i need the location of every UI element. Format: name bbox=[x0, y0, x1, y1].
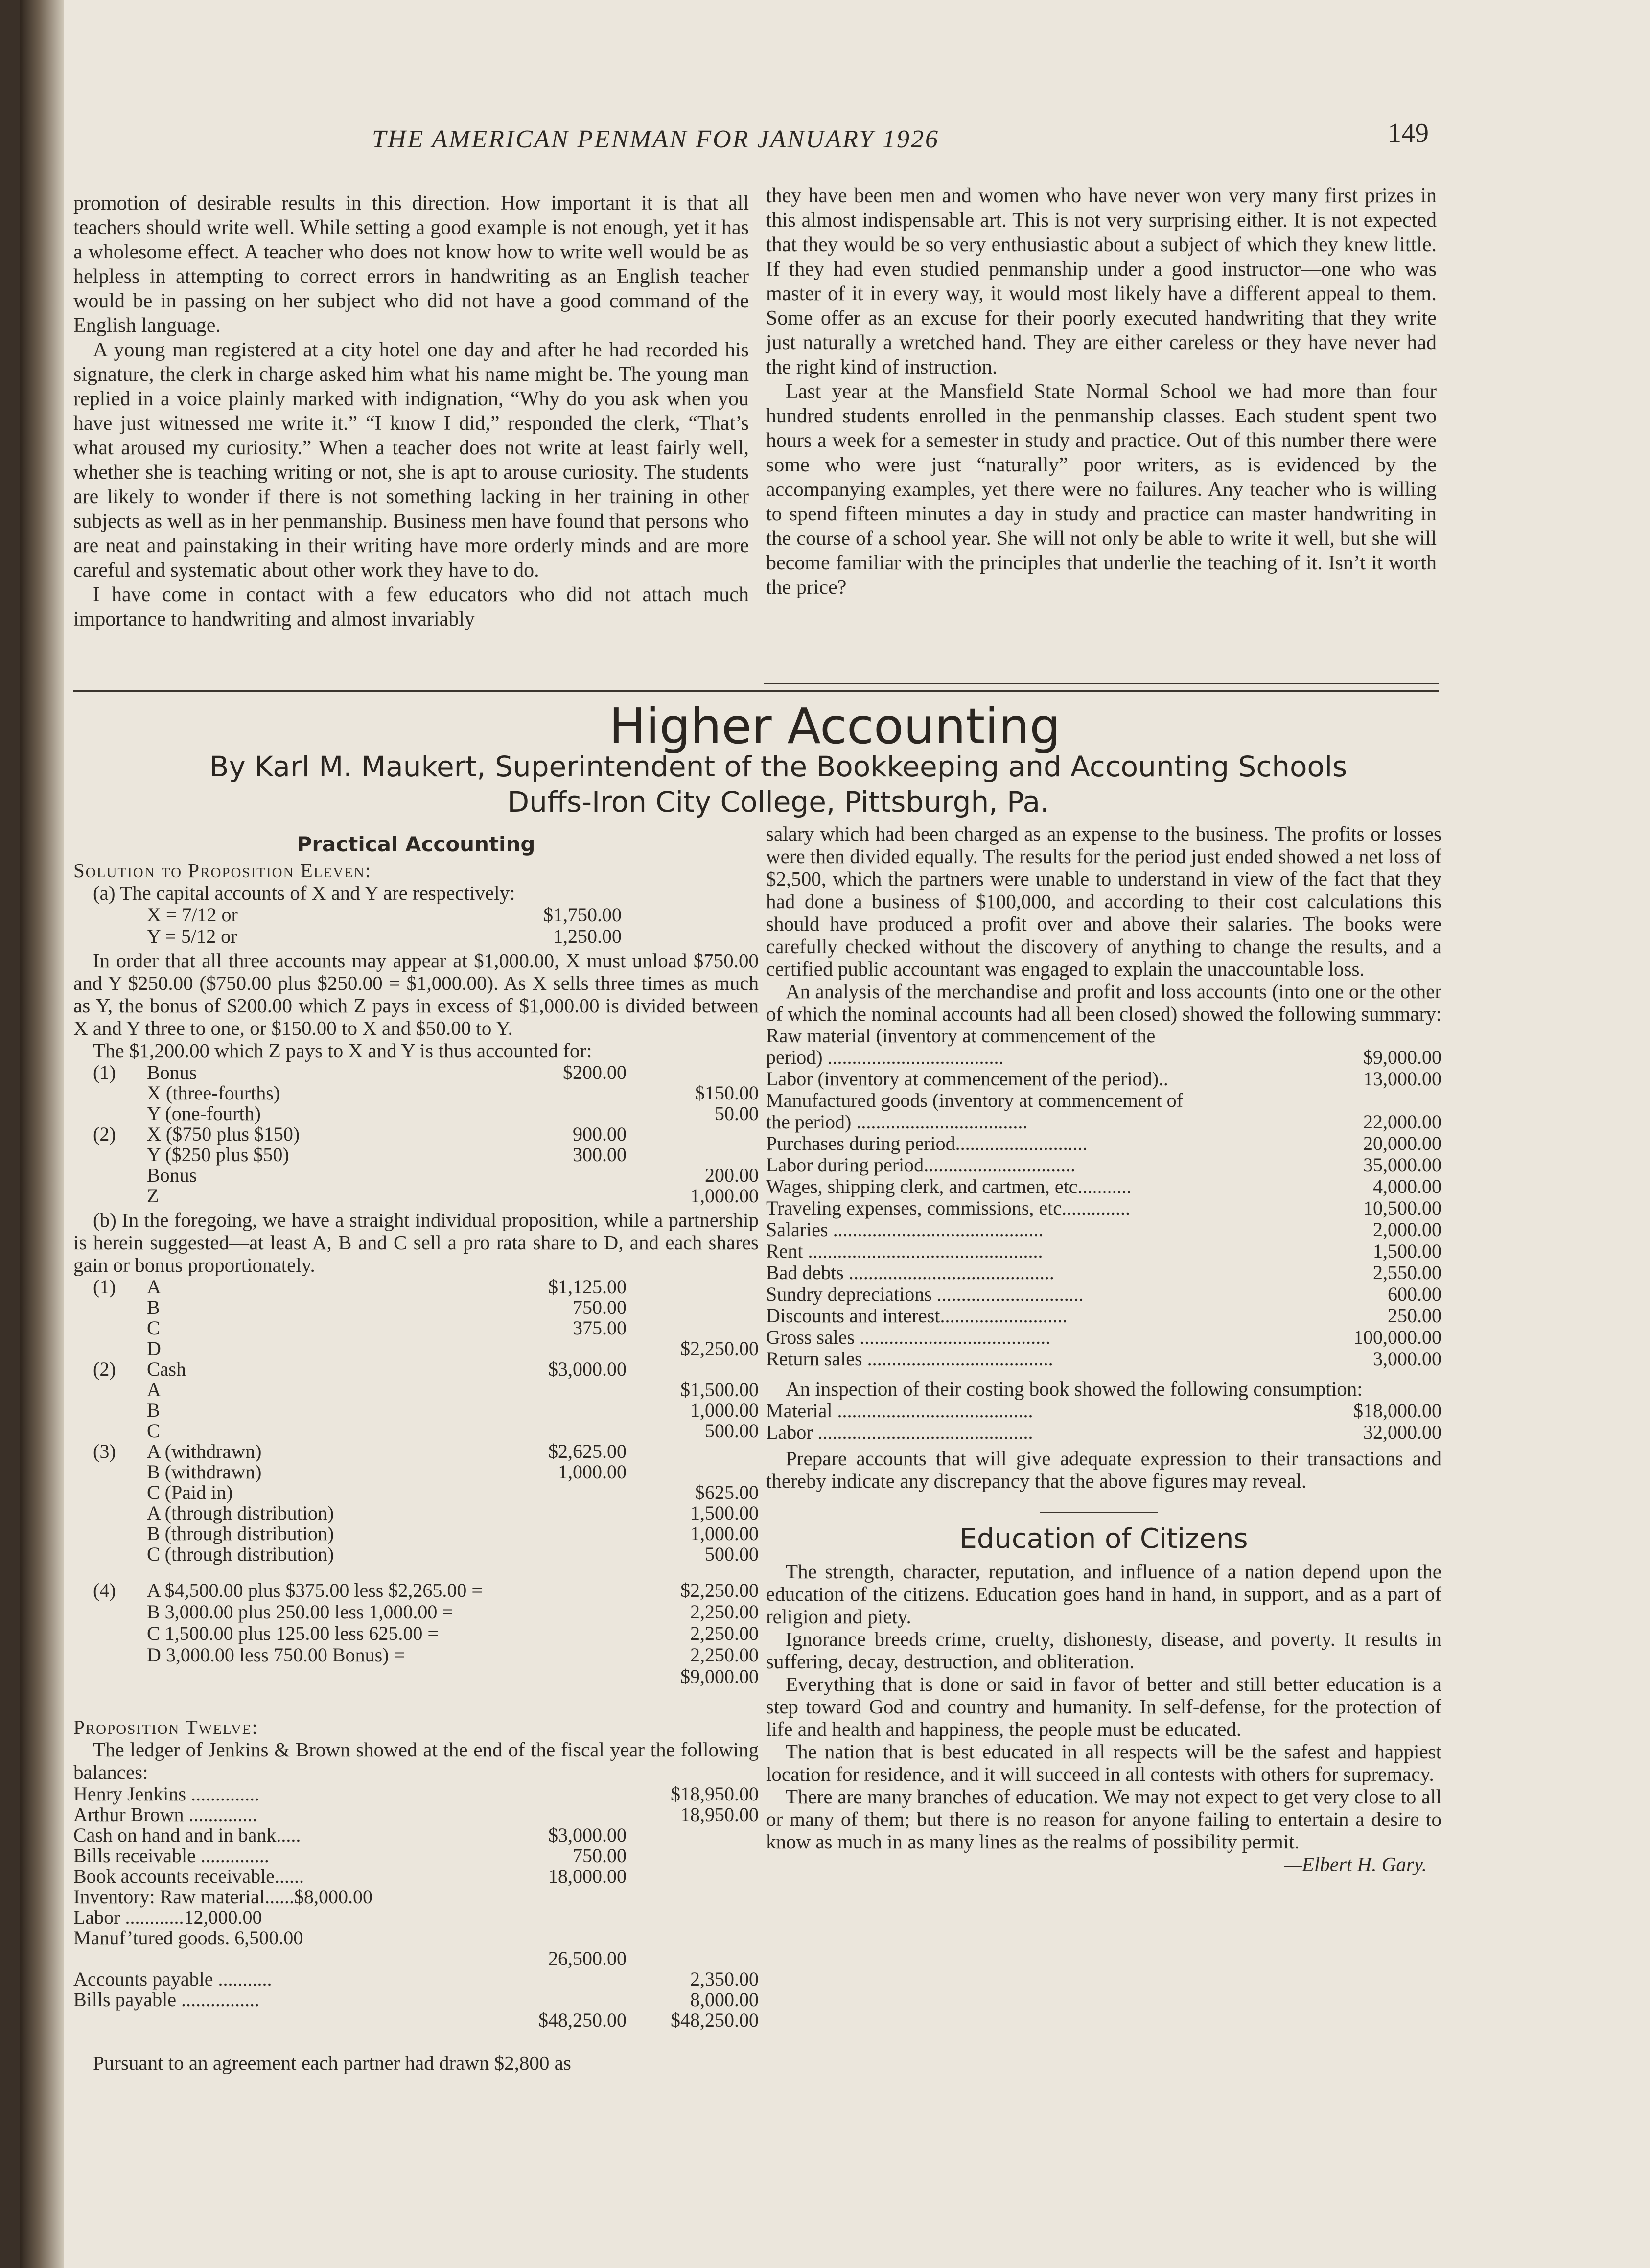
summary-amount: 1,500.00 bbox=[1373, 1240, 1441, 1262]
consumption-item: Material ........................................ bbox=[766, 1400, 1033, 1422]
credit-balance: $48,250.00 bbox=[671, 2010, 759, 2031]
summary-amount: 3,000.00 bbox=[1373, 1348, 1441, 1370]
credit-amount: 1,500.00 bbox=[690, 1502, 759, 1524]
right-article-column bbox=[766, 822, 1441, 1875]
ledger-account: Inventory: Raw material......$8,000.00 bbox=[73, 1886, 372, 1908]
summary-item: Wages, shipping clerk, and cartmen, etc........... bbox=[766, 1176, 1132, 1197]
ledger-account: Bills receivable .............. bbox=[73, 1845, 269, 1867]
account-name: A (withdrawn) bbox=[147, 1441, 262, 1462]
y-share: Y = 5/12 or bbox=[147, 925, 237, 947]
credit-amount: 500.00 bbox=[705, 1420, 759, 1442]
paragraph: Everything that is done or said in favor of better and still better education is a step toward God and country and humanity. In self-defense, for the protection of life and health and happiness, the people must be educated. bbox=[766, 1673, 1441, 1740]
debit-balance: $48,250.00 bbox=[538, 2010, 627, 2031]
debit-balance: 18,000.00 bbox=[548, 1866, 627, 1887]
summary-amount: 35,000.00 bbox=[1363, 1154, 1441, 1176]
page-number: 149 bbox=[1388, 118, 1429, 148]
attribution: —Elbert H. Gary. bbox=[1284, 1853, 1427, 1875]
x-share-value: $1,750.00 bbox=[543, 904, 622, 926]
credit-balance: 8,000.00 bbox=[690, 1989, 759, 2011]
distribution-table bbox=[73, 1580, 759, 1697]
magazine-page bbox=[20, 0, 1650, 2268]
distribution-amount: 2,250.00 bbox=[690, 1601, 759, 1623]
distribution-formula: D 3,000.00 less 750.00 Bonus) = bbox=[147, 1644, 405, 1666]
summary-amount: 250.00 bbox=[1388, 1305, 1441, 1327]
paragraph: I have come in contact with a few educators who did not attach much importance to handwriting and almost invariably bbox=[73, 584, 749, 631]
ledger-account: Arthur Brown .............. bbox=[73, 1804, 257, 1825]
x-share: X = 7/12 or bbox=[147, 904, 238, 926]
credit-balance: $18,950.00 bbox=[671, 1783, 759, 1805]
distribution-formula: C 1,500.00 plus 125.00 less 625.00 = bbox=[147, 1623, 439, 1644]
section-divider bbox=[73, 690, 1439, 692]
debit-amount: 375.00 bbox=[573, 1317, 627, 1339]
account-name: X (three-fourths) bbox=[147, 1082, 280, 1104]
credit-balance: 2,350.00 bbox=[690, 1968, 759, 1990]
top-left-column bbox=[73, 191, 749, 631]
summary-item: Rent ................................................ bbox=[766, 1240, 1043, 1262]
paragraph: salary which had been charged as an expense to the business. The profits or losses were then divided equally. The results for the period just ended showed a net loss of $2,500, which the partners were unable to understand in view of the fact that they had done a business of $100,000, and according to their cost calculations this should have produced a profit over and above their salaries. The books were carefully checked without the discovery of anything to change the results, and a certified public accountant was engaged to explain the unaccountable loss. bbox=[766, 822, 1441, 980]
article-title: Higher Accounting bbox=[609, 698, 1061, 755]
paragraph: The $1,200.00 which Z pays to X and Y is thus accounted for: bbox=[93, 1039, 592, 1062]
credit-amount: $625.00 bbox=[695, 1482, 759, 1503]
paragraph: Prepare accounts that will give adequate expression to their transactions and thereby indicate any discrepancy that the above figures may reveal. bbox=[766, 1447, 1441, 1492]
row-number: (2) bbox=[93, 1123, 116, 1145]
paragraph: they have been men and women who have never won very many first prizes in this almost indispensable art. This is not very surprising either. It is not expected that they would be so very enthusiastic about a subject of which they knew little. If they had even studied penmanship under a good instructor—one who was master of it in every way, it would most likely have a different appeal to them. Some offer as an excuse for their poorly executed handwriting that they write just naturally a wretched hand. They are either careless or they have never had the right kind of instruction. bbox=[766, 185, 1437, 378]
debit-balance: $3,000.00 bbox=[548, 1824, 627, 1846]
paragraph: Ignorance breeds crime, cruelty, dishonesty, disease, and poverty. It results in suffering, decay, destruction, and obliteration. bbox=[766, 1628, 1441, 1673]
ledger-account: Cash on hand and in bank..... bbox=[73, 1824, 301, 1846]
summary-item: period) .................................... bbox=[766, 1047, 1004, 1068]
paragraph: promotion of desirable results in this direction. How important it is that all teachers should write well. While setting a good example is not enough, yet it has a wholesome effect. A teacher who does not know how to write well would be as helpless in attempting to correct errors in handwriting as an English teacher would be in passing on her subject who did not have a good command of the English language. bbox=[73, 192, 749, 337]
debit-amount: $1,125.00 bbox=[548, 1276, 627, 1298]
summary-item: Manufactured goods (inventory at commencement of bbox=[766, 1090, 1183, 1111]
article-byline bbox=[98, 749, 1459, 819]
summary-item: Labor (inventory at commencement of the period).. bbox=[766, 1068, 1168, 1090]
summary-item: Gross sales ....................................... bbox=[766, 1327, 1051, 1348]
account-name: Bonus bbox=[147, 1165, 197, 1186]
distribution-amount: 2,250.00 bbox=[690, 1623, 759, 1644]
account-name: X ($750 plus $150) bbox=[147, 1123, 300, 1145]
left-article-column bbox=[73, 832, 759, 2074]
debit-balance: 750.00 bbox=[573, 1845, 627, 1867]
summary-amount: 2,550.00 bbox=[1373, 1262, 1441, 1284]
paragraph: An analysis of the merchandise and profit and loss accounts (into one or the other of which the nominal accounts had all been closed) showed the following summary: bbox=[766, 980, 1441, 1025]
debit-amount: 1,000.00 bbox=[558, 1461, 627, 1483]
account-name: B (withdrawn) bbox=[147, 1461, 262, 1483]
account-name: Y ($250 plus $50) bbox=[147, 1144, 289, 1166]
credit-balance: 18,950.00 bbox=[680, 1804, 759, 1825]
ledger-table bbox=[73, 1783, 759, 2048]
paragraph: In order that all three accounts may appear at $1,000.00, X must unload $750.00 and Y $250.00 ($750.00 plus $250.00 = $1,000.00). As X sells three times as much as Y, the bonus of $200.00 which Z pays in excess of $1,000.00 is divided between X and Y three to one, or $150.00 to X and $50.00 to Y. bbox=[73, 949, 759, 1039]
summary-table bbox=[766, 1025, 1441, 1378]
debit-amount: $2,625.00 bbox=[548, 1441, 627, 1462]
account-name: A (through distribution) bbox=[147, 1502, 334, 1524]
ledger-account: Labor ............12,000.00 bbox=[73, 1907, 262, 1928]
paragraph: Pursuant to an agreement each partner had drawn $2,800 as bbox=[93, 2052, 571, 2074]
ledger-account: Manuf’tured goods. 6,500.00 bbox=[73, 1927, 303, 1949]
account-name: Bonus bbox=[147, 1062, 197, 1083]
distribution-formula: A $4,500.00 plus $375.00 less $2,265.00 = bbox=[147, 1580, 483, 1601]
summary-item: Discounts and interest.......................... bbox=[766, 1305, 1068, 1327]
credit-amount: 1,000.00 bbox=[690, 1185, 759, 1207]
debit-amount: 900.00 bbox=[573, 1123, 627, 1145]
bonus-table bbox=[73, 1062, 759, 1209]
summary-item: the period) ................................... bbox=[766, 1111, 1028, 1133]
summary-item: Purchases during period........................... bbox=[766, 1133, 1088, 1154]
row-number: (1) bbox=[93, 1276, 116, 1298]
distribution-amount: 2,250.00 bbox=[690, 1644, 759, 1666]
summary-amount: $9,000.00 bbox=[1363, 1047, 1441, 1068]
account-name: B bbox=[147, 1400, 160, 1421]
paragraph: (a) The capital accounts of X and Y are respectively: bbox=[93, 882, 515, 904]
paragraph: (b) In the foregoing, we have a straight individual proposition, while a partnership is herein suggested—at least A, B and C sell a pro rata share to D, and each shares gain or bonus proportionately. bbox=[73, 1209, 759, 1276]
summary-item: Raw material (inventory at commencement of the bbox=[766, 1025, 1156, 1047]
row-number: (4) bbox=[93, 1580, 116, 1601]
byline-author: By Karl M. Maukert, Superintendent of the Bookkeeping and Accounting Schools bbox=[209, 750, 1348, 783]
credit-amount: 1,000.00 bbox=[690, 1400, 759, 1421]
education-title: Education of Citizens bbox=[959, 1523, 1248, 1555]
y-share-value: 1,250.00 bbox=[553, 925, 622, 947]
account-name: C bbox=[147, 1317, 160, 1339]
paragraph: There are many branches of education. We may not expect to get very close to all or many of them; but there is no reason for anyone failing to entertain a desire to know as much in as many lines as the realms of possibility permit. bbox=[766, 1785, 1441, 1853]
ledger-account: Bills payable ................ bbox=[73, 1989, 259, 2011]
account-name: C (Paid in) bbox=[147, 1482, 233, 1503]
debit-amount: $200.00 bbox=[563, 1062, 627, 1083]
debit-amount: 750.00 bbox=[573, 1297, 627, 1318]
paragraph: An inspection of their costing book showed the following consumption: bbox=[786, 1378, 1363, 1400]
byline-school: Duffs-Iron City College, Pittsburgh, Pa. bbox=[507, 785, 1049, 818]
distribution-formula: B 3,000.00 plus 250.00 less 1,000.00 = bbox=[147, 1601, 453, 1623]
solution-heading: Solution to Proposition Eleven: bbox=[73, 859, 372, 882]
row-number: (3) bbox=[93, 1441, 116, 1462]
summary-item: Sundry depreciations .............................. bbox=[766, 1284, 1084, 1305]
subhead: Practical Accounting bbox=[297, 832, 535, 856]
account-name: Z bbox=[147, 1185, 159, 1207]
credit-amount: $2,250.00 bbox=[680, 1338, 759, 1359]
summary-item: Traveling expenses, commissions, etc.............. bbox=[766, 1197, 1131, 1219]
consumption-amount: $18,000.00 bbox=[1353, 1400, 1441, 1422]
ledger-account: Accounts payable ........... bbox=[73, 1968, 272, 1990]
debit-amount: $3,000.00 bbox=[548, 1358, 627, 1380]
credit-amount: $1,500.00 bbox=[680, 1379, 759, 1401]
distribution-amount: $2,250.00 bbox=[680, 1580, 759, 1601]
debit-balance: 26,500.00 bbox=[548, 1948, 627, 1969]
account-name: B (through distribution) bbox=[147, 1523, 334, 1544]
summary-item: Bad debts .......................................... bbox=[766, 1262, 1054, 1284]
account-name: A bbox=[147, 1276, 161, 1298]
row-number: (2) bbox=[93, 1358, 116, 1380]
paragraph: A young man registered at a city hotel one day and after he had recorded his signature, the clerk in charge asked him what his name might be. The young man replied in a voice plainly marked with indignation, “Why do you ask when you have just witnessed me write it.” “I know I did,” responded the clerk, “That’s what aroused my curiosity.” When a teacher does not write at least fairly well, whether she is teaching writing or not, she is apt to arouse curiosity. The students are likely to wonder if there is not something lacking in her training in other subjects as well as in her penmanship. Business men have found that persons who are neat and painstaking in their writing have more orderly minds and are more careful and systematic about other work they have to do. bbox=[73, 339, 749, 582]
ledger-account: Henry Jenkins .............. bbox=[73, 1783, 259, 1805]
credit-amount: 500.00 bbox=[705, 1543, 759, 1565]
account-name: C bbox=[147, 1420, 160, 1442]
summary-amount: 100,000.00 bbox=[1353, 1327, 1441, 1348]
binding-gutter bbox=[20, 0, 64, 2268]
summary-amount: 4,000.00 bbox=[1373, 1176, 1441, 1197]
section-divider bbox=[1040, 1512, 1158, 1513]
summary-amount: 600.00 bbox=[1388, 1284, 1441, 1305]
account-name: B bbox=[147, 1297, 160, 1318]
summary-amount: 22,000.00 bbox=[1363, 1111, 1441, 1133]
row-number: (1) bbox=[93, 1062, 116, 1083]
consumption-table bbox=[766, 1400, 1441, 1447]
section-divider bbox=[764, 683, 1439, 684]
summary-amount: 13,000.00 bbox=[1363, 1068, 1441, 1090]
paragraph: The strength, character, reputation, and influence of a nation depend upon the education of the citizens. Education goes hand in hand, in support, and as a part of religion and piety. bbox=[766, 1560, 1441, 1628]
summary-amount: 10,500.00 bbox=[1363, 1197, 1441, 1219]
credit-amount: 50.00 bbox=[715, 1103, 759, 1124]
account-name: Y (one-fourth) bbox=[147, 1103, 261, 1124]
paragraph: The ledger of Jenkins & Brown showed at the end of the fiscal year the following balances: bbox=[73, 1738, 759, 1783]
consumption-amount: 32,000.00 bbox=[1363, 1422, 1441, 1443]
running-header: THE AMERICAN PENMAN FOR JANUARY 1926 bbox=[372, 125, 939, 153]
ledger-account: Book accounts receivable...... bbox=[73, 1866, 304, 1887]
account-name: Cash bbox=[147, 1358, 186, 1380]
account-name: D bbox=[147, 1338, 161, 1359]
paragraph: Last year at the Mansfield State Normal School we had more than four hundred students enrolled in the penmanship classes. Each student spent two hours a week for a semester in study and practice. Out of this number there were some who were just “naturally” poor writers, as is evidenced by the accompanying examples, yet there were no failures. Any teacher who is willing to spend fifteen minutes a day in study and practice can master handwriting in the course of a school year. She will not only be able to write it well, but she will become familiar with the principles that underlie the teaching of it. Isn’t it worth the price? bbox=[766, 380, 1437, 599]
debit-amount: 300.00 bbox=[573, 1144, 627, 1166]
summary-item: Salaries ........................................... bbox=[766, 1219, 1044, 1240]
proposition-heading: Proposition Twelve: bbox=[73, 1716, 258, 1738]
credit-amount: 1,000.00 bbox=[690, 1523, 759, 1544]
summary-item: Labor during period............................... bbox=[766, 1154, 1076, 1176]
summary-amount: 2,000.00 bbox=[1373, 1219, 1441, 1240]
summary-amount: 20,000.00 bbox=[1363, 1133, 1441, 1154]
credit-amount: 200.00 bbox=[705, 1165, 759, 1186]
consumption-item: Labor ............................................ bbox=[766, 1422, 1033, 1443]
account-name: A bbox=[147, 1379, 161, 1401]
partnership-table bbox=[73, 1276, 759, 1580]
distribution-amount: $9,000.00 bbox=[680, 1666, 759, 1687]
credit-amount: $150.00 bbox=[695, 1082, 759, 1104]
summary-item: Return sales ...................................... bbox=[766, 1348, 1053, 1370]
account-name: C (through distribution) bbox=[147, 1543, 334, 1565]
top-right-column bbox=[766, 184, 1437, 600]
paragraph: The nation that is best educated in all respects will be the safest and happiest location for residence, and it will succeed in all contests with others for supremacy. bbox=[766, 1740, 1441, 1785]
